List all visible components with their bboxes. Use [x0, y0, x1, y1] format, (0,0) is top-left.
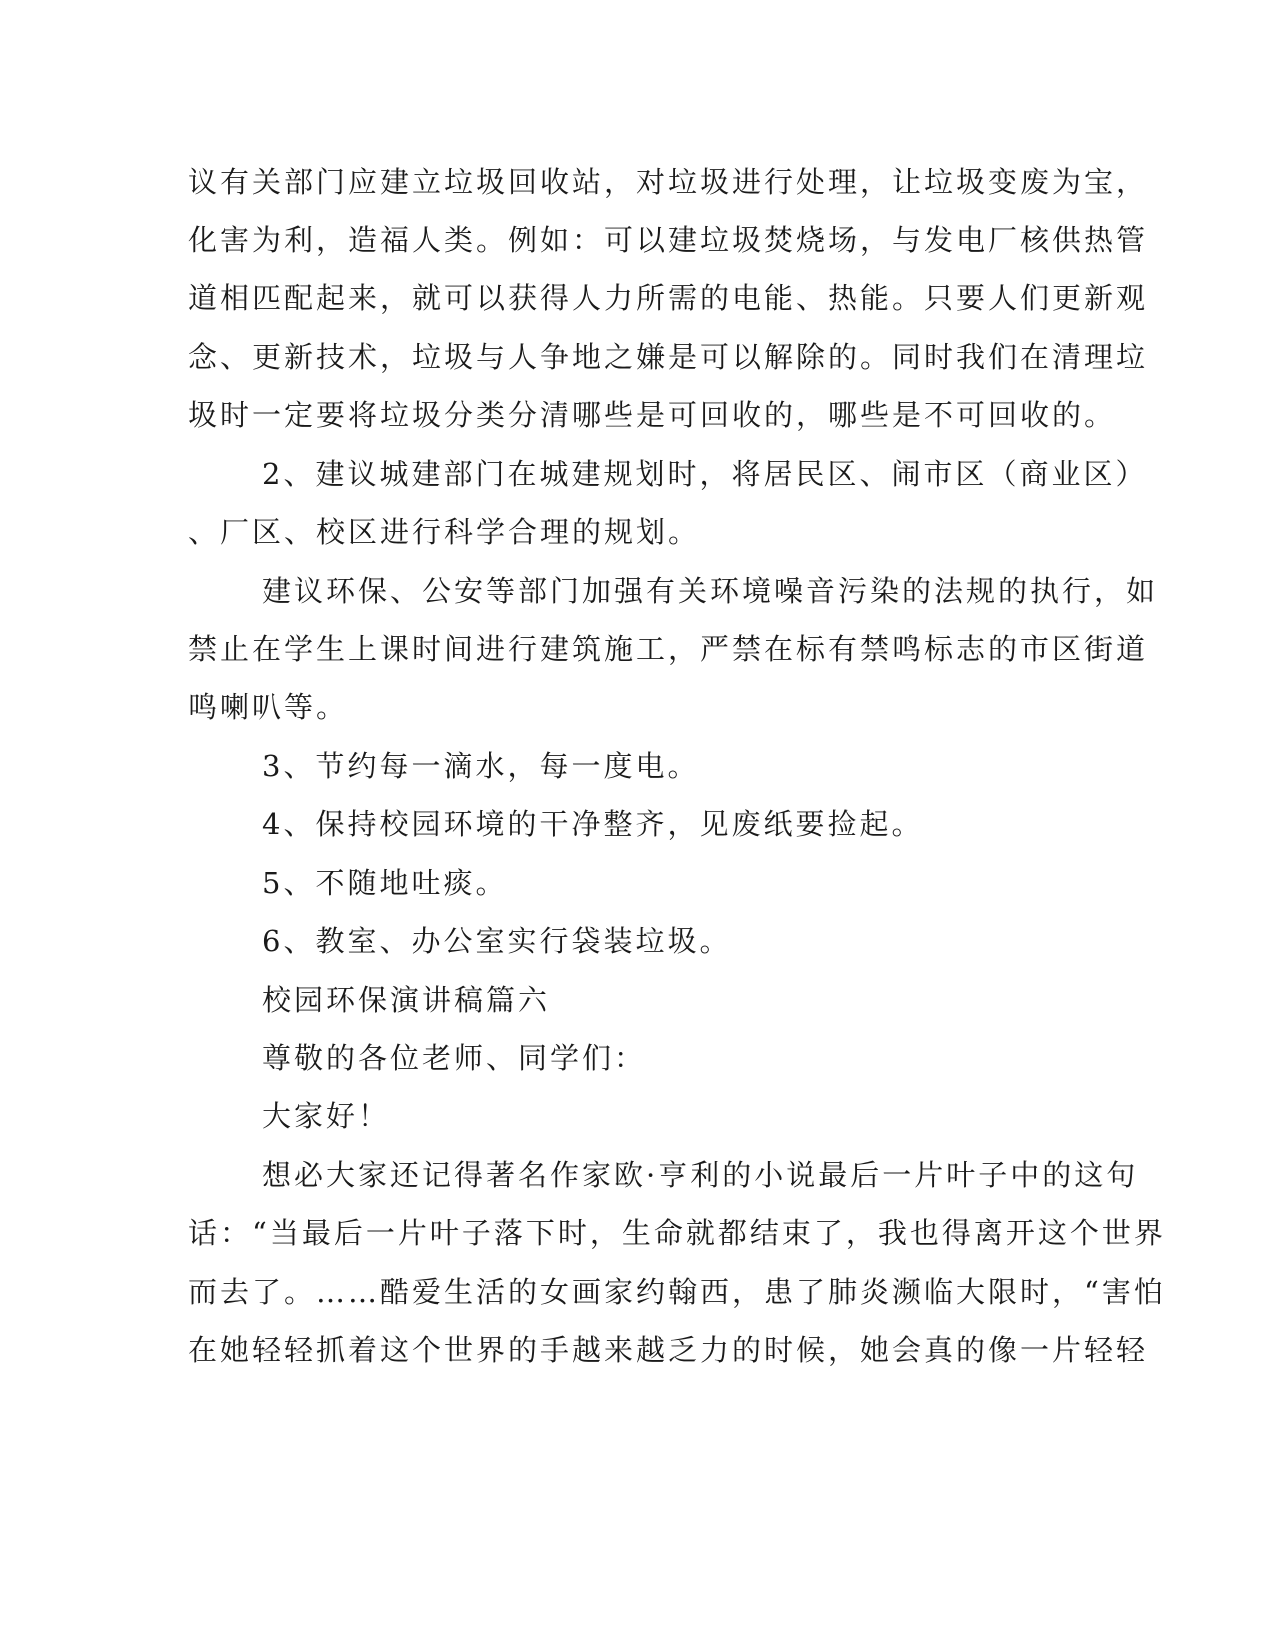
text-line: 建议环保、公安等部门加强有关环境噪音污染的法规的执行，如: [262, 574, 1159, 608]
text-line: 在她轻轻抓着这个世界的手越来越乏力的时候，她会真的像一片轻轻: [188, 1333, 1149, 1367]
text-line: 5、不随地吐痰。: [262, 866, 508, 900]
text-line: 话：“当最后一片叶子落下时，生命就都结束了，我也得离开这个世界: [188, 1216, 1166, 1250]
text-line: 3、节约每一滴水，每一度电。: [262, 749, 700, 783]
text-line: 想必大家还记得著名作家欧·亨利的小说最后一片叶子中的这句: [262, 1158, 1139, 1192]
text-line: 道相匹配起来，就可以获得人力所需的电能、热能。只要人们更新观: [188, 281, 1149, 315]
text-line: 2、建议城建部门在城建规划时，将居民区、闹市区（商业区）: [262, 457, 1148, 491]
text-line: 圾时一定要将垃圾分类分清哪些是可回收的，哪些是不可回收的。: [188, 398, 1117, 432]
text-line: 鸣喇叭等。: [188, 690, 349, 724]
salutation: 尊敬的各位老师、同学们：: [262, 1041, 647, 1075]
text-line: 化害为利，造福人类。例如：可以建垃圾焚烧场，与发电厂核供热管: [188, 223, 1149, 257]
section-heading: 校园环保演讲稿篇六: [262, 983, 551, 1017]
text-line: 而去了。……酷爱生活的女画家约翰西，患了肺炎濒临大限时，“害怕: [188, 1275, 1166, 1309]
greeting: 大家好！: [262, 1099, 391, 1133]
text-line: 念、更新技术，垃圾与人争地之嫌是可以解除的。同时我们在清理垃: [188, 340, 1149, 374]
text-line: 4、保持校园环境的干净整齐，见废纸要捡起。: [262, 807, 924, 841]
text-line: 6、教室、办公室实行袋装垃圾。: [262, 924, 732, 958]
text-line: 、厂区、校区进行科学合理的规划。: [188, 515, 701, 549]
text-line: 禁止在学生上课时间进行建筑施工，严禁在标有禁鸣标志的市区街道: [188, 632, 1149, 666]
text-line: 议有关部门应建立垃圾回收站，对垃圾进行处理，让垃圾变废为宝，: [188, 165, 1149, 199]
